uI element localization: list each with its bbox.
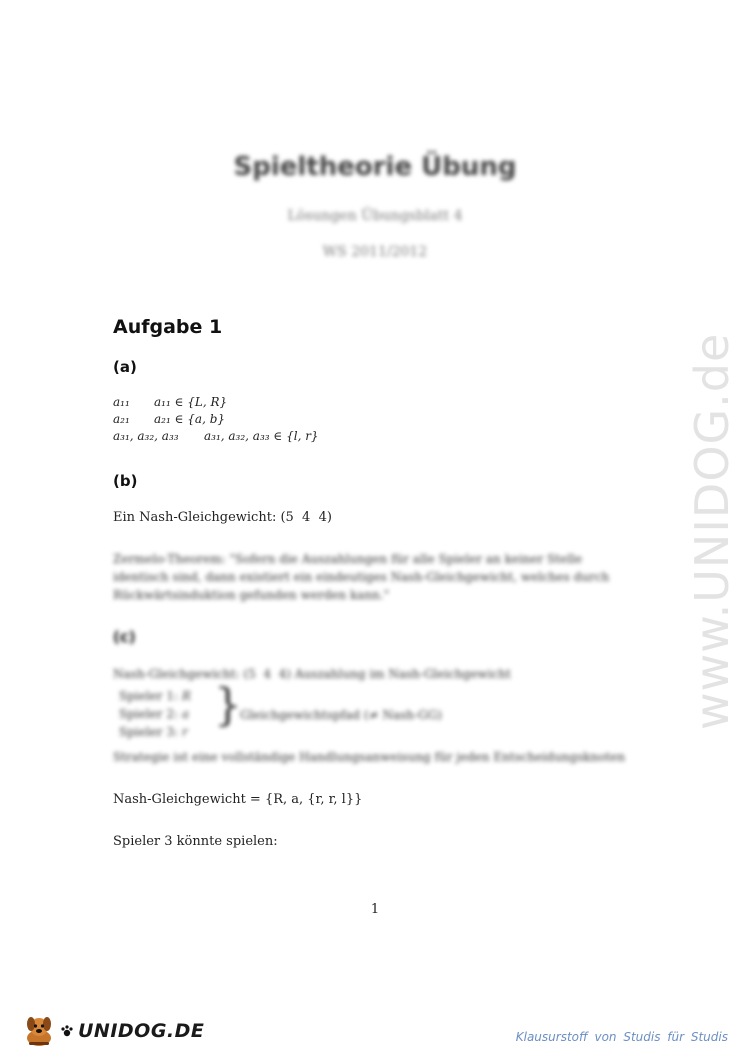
document-semester: WS 2011/2012 <box>322 244 428 260</box>
spieler3-text: Spieler 3 könnte spielen: <box>113 834 278 849</box>
brace-icon: } <box>214 680 242 731</box>
part-b-nash: Ein Nash-Gleichgewicht: (5 4 4) <box>113 510 332 525</box>
player-row <box>119 723 229 741</box>
path-note: Gleichgewichtspfad (≠ Nash-GG) <box>240 708 442 722</box>
player-row <box>119 705 229 723</box>
aufgabe-heading: Aufgabe 1 <box>113 316 223 338</box>
player-move: R <box>181 689 191 703</box>
player-list <box>119 687 229 741</box>
document-title: Spieltheorie Übung <box>233 152 517 182</box>
watermark: www.UNIDOG.de <box>685 332 739 730</box>
player-name: Spieler 3: <box>119 725 179 739</box>
document-subtitle: Lösungen Übungsblatt 4 <box>287 208 463 224</box>
player-row <box>119 687 229 705</box>
part-a-set-2: a₂₁ ∈ {a, b} <box>154 412 226 426</box>
part-a-var-1: a₁₁ <box>113 395 130 409</box>
part-c-label: (c) <box>113 628 136 646</box>
part-a-var-2: a₂₁ <box>113 412 130 426</box>
page-number: 1 <box>370 902 380 917</box>
strategy-note: Strategie ist eine vollständige Handlungsanweisung für jeden Entscheidungsknoten <box>113 750 626 764</box>
player-name: Spieler 2: <box>119 707 179 721</box>
player-move: a <box>181 707 189 721</box>
part-a-set-1: a₁₁ ∈ {L, R} <box>154 395 228 409</box>
unidog-logo[interactable] <box>22 1014 204 1048</box>
footer-tagline: Klausurstoff von Studis für Studis <box>515 1030 728 1044</box>
paw-icon <box>60 1024 74 1038</box>
part-a-label: (a) <box>113 358 137 376</box>
zermelo-theorem: Zermelo-Theorem: "Sofern die Auszahlungen für alle Spieler an keiner Stelle identisch sind, dann existiert ein eindeutiges Nash-Gleichgewicht, welches durch Rückwärtsinduktion gefunden werden kann." <box>113 552 610 602</box>
dog-icon <box>22 1014 56 1048</box>
part-b-label: (b) <box>113 472 138 490</box>
player-move: r <box>181 725 188 739</box>
logo-text: UNIDOG.DE <box>78 1020 205 1042</box>
part-c-nash-payoff: Nash-Gleichgewicht: (5 4 4) Auszahlung im Nash-Gleichgewicht <box>113 667 511 681</box>
part-a-var-3: a₃₁, a₃₂, a₃₃ <box>113 429 179 443</box>
nash-set: Nash-Gleichgewicht = {R, a, {r, r, l}} <box>113 792 363 807</box>
player-name: Spieler 1: <box>119 689 179 703</box>
part-a-set-3: a₃₁, a₃₂, a₃₃ ∈ {l, r} <box>204 429 319 443</box>
